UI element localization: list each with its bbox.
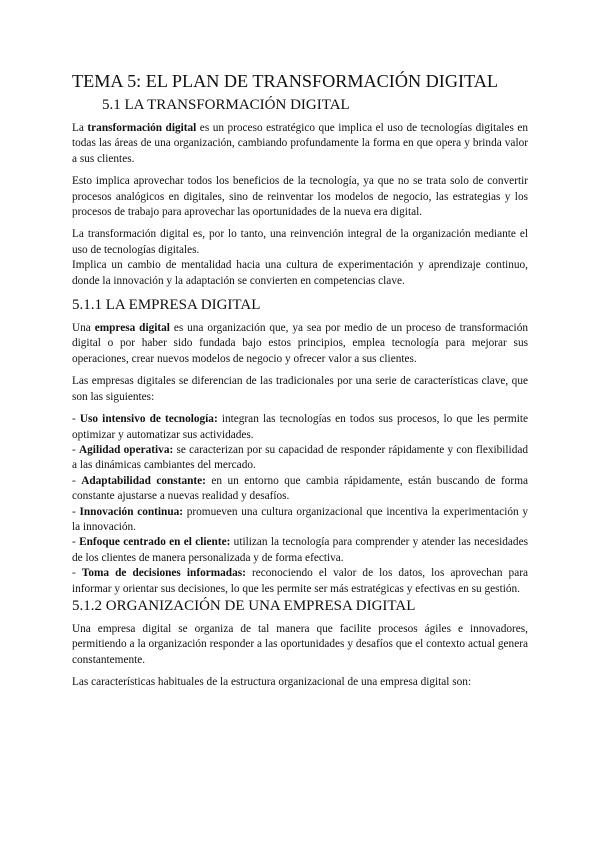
section-5-1-paragraph-3: La transformación digital es, por lo tanto, una reinvención integral de la organización mediante el uso de tecnologías digitales.: [72, 228, 528, 256]
paragraph-text: es una organización que, ya sea por medio de un proceso de transformación digital o por haber sido fundada bajo estos principios, emplea tecnología para mejorar sus operaciones, crear nuevos modelos de negocio y ofrecer valor a sus clientes.: [72, 322, 528, 365]
list-item-term: Enfoque centrado en el cliente:: [79, 536, 231, 549]
document-title: TEMA 5: EL PLAN DE TRANSFORMACIÓN DIGITAL: [72, 71, 498, 91]
section-5-1-1-heading: 5.1.1 LA EMPRESA DIGITAL: [72, 297, 261, 314]
list-dash: -: [72, 567, 82, 580]
section-5-1-2-heading: 5.1.2 ORGANIZACIÓN DE UNA EMPRESA DIGITAL: [72, 597, 416, 614]
section-5-1-2-paragraph-2: Las características habituales de la estructura organizacional de una empresa digital son:: [72, 676, 472, 689]
bold-term: transformación digital: [87, 122, 197, 134]
paragraph-text: es un proceso estratégico que implica el uso de tecnologías digitales en todas las áreas de una organización, cambiando profundamente la forma en que opera y brinda valor a sus clientes.: [72, 122, 528, 165]
paragraph-text: La: [72, 122, 88, 134]
section-5-1-heading: 5.1 LA TRANSFORMACIÓN DIGITAL: [102, 97, 350, 113]
list-dash: -: [72, 443, 79, 456]
list-item: [72, 505, 528, 536]
list-dash: -: [72, 536, 80, 549]
list-item-term: Adaptabilidad constante:: [81, 474, 206, 487]
bold-term: empresa digital: [94, 322, 170, 335]
section-5-1-1-paragraph-1: [72, 321, 528, 367]
list-item-text: promueven una cultura organizacional que incentiva la experimentación y la innovación.: [72, 505, 528, 533]
list-dash: -: [72, 505, 80, 518]
document-page: [72, 70, 528, 691]
section-5-1-1-paragraph-2: Las empresas digitales se diferencian de las tradicionales por una serie de características clave, que son las siguientes:: [72, 375, 528, 403]
list-item-text: se caracterizan por su capacidad de responder rápidamente y con flexibilidad a las dinámicas cambiantes del mercado.: [72, 443, 529, 472]
list-item-term: Uso intensivo de tecnología:: [79, 413, 218, 426]
paragraph-text: Una: [72, 322, 95, 335]
section-5-1-paragraph-4: Implica un cambio de mentalidad hacia una cultura de experimentación y aprendizaje continuo, donde la innovación y la adaptación se convierten en competencias clave.: [72, 259, 528, 287]
list-item: [72, 443, 528, 474]
section-5-1-paragraph-1: [72, 121, 528, 167]
list-dash: -: [72, 474, 82, 487]
list-item-text: integran las tecnologías en todos sus procesos, lo que les permite optimizar y automatizar sus actividades.: [72, 413, 528, 441]
list-item: [72, 566, 528, 597]
list-item: [72, 474, 528, 505]
list-item-term: Agilidad operativa:: [79, 443, 174, 456]
list-item-text: en un entorno que cambia rápidamente, están buscando de forma constante ajustarse a nuevas realidad y desafíos.: [72, 474, 528, 503]
list-item-term: Innovación continua:: [79, 505, 184, 518]
section-5-1-paragraph-2: Esto implica aprovechar todos los beneficios de la tecnología, ya que no se trata solo de convertir procesos analógicos en digitales, sino de reinventar los modelos de negocio, las estrategias y los procesos de trabajo para aprovechar las oportunidades de la nueva era digital.: [72, 175, 528, 219]
list-item-text: utilizan la tecnología para comprender y atender las necesidades de los clientes de manera personalizada y de forma efectiva.: [72, 536, 528, 564]
list-item: [72, 535, 528, 566]
section-5-1-2-paragraph-1: Una empresa digital se organiza de tal manera que facilite procesos ágiles e innovadores, permitiendo a la organización responder a las oportunidades y desafíos que el contexto actual genera constantemente.: [72, 622, 528, 666]
list-item-term: Toma de decisiones informadas:: [81, 567, 246, 580]
list-item-text: reconociendo el valor de los datos, los aprovechan para informar y orientar sus decisiones, lo que les permite ser más estratégicas y efectivas en su gestión.: [72, 567, 528, 595]
list-item: [72, 412, 528, 443]
list-dash: -: [72, 413, 80, 426]
